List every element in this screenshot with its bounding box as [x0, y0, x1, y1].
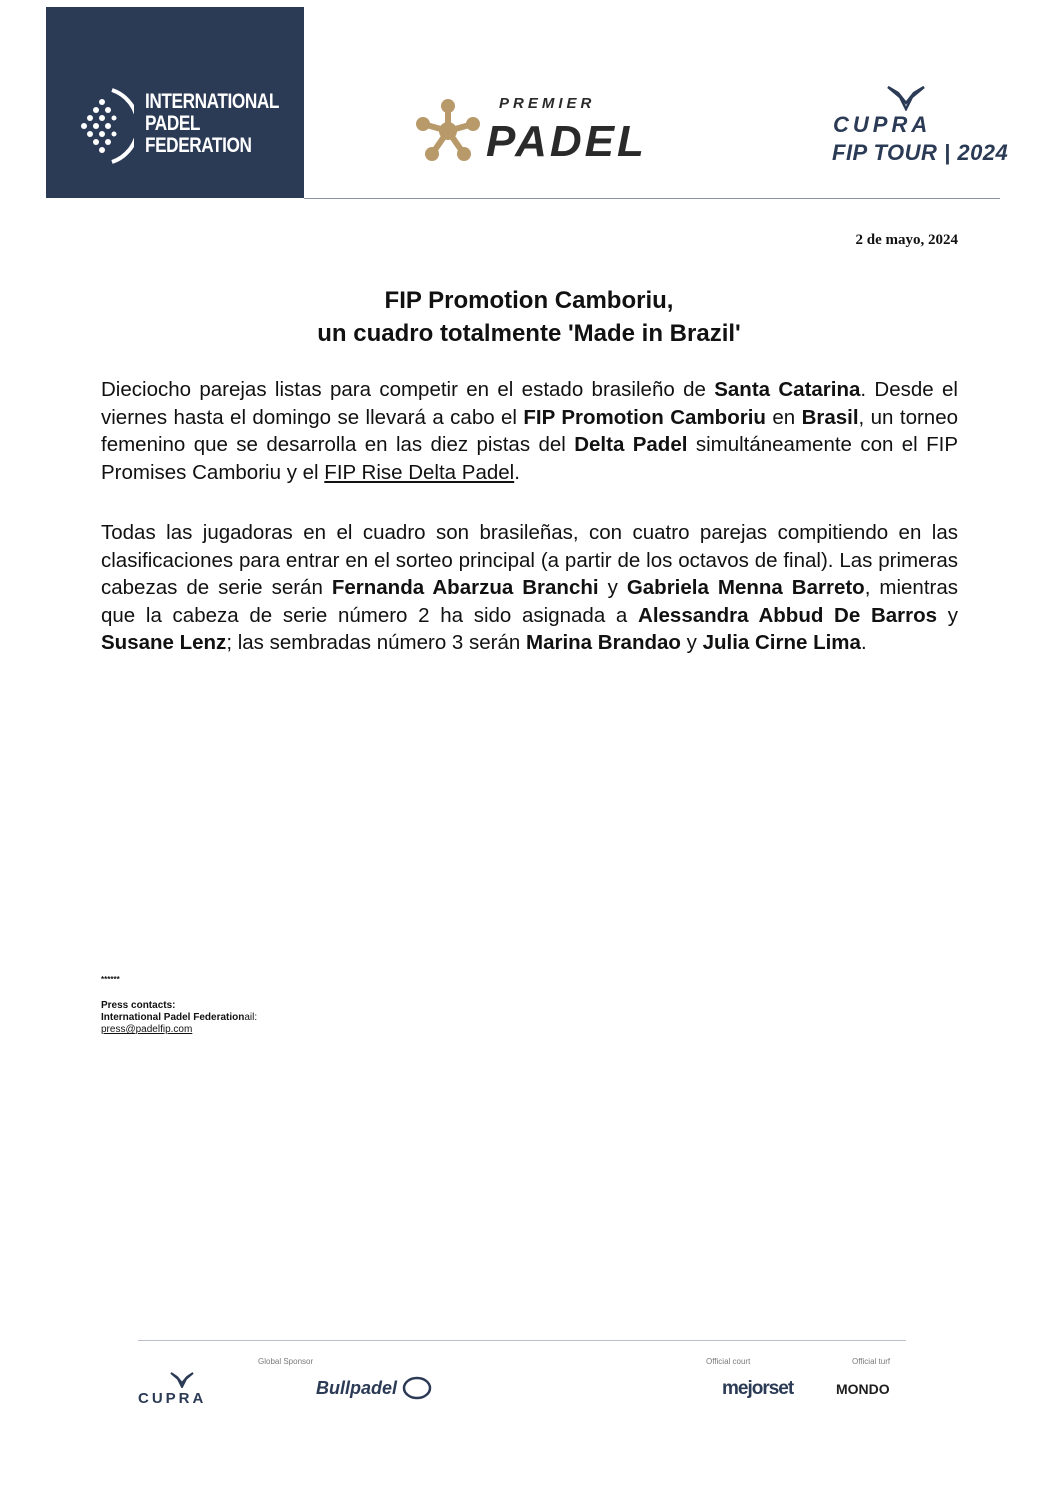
press-contacts-label: Press contacts:	[101, 1000, 176, 1011]
press-email-link[interactable]: press@padelfip.com	[101, 1024, 193, 1035]
footer-divider	[138, 1340, 906, 1341]
footer-mondo-logo: MONDO	[836, 1381, 890, 1397]
footer-cupra-logo: CUPRA	[138, 1390, 207, 1407]
fip-logo-text: INTERNATIONAL PADEL FEDERATION	[145, 90, 280, 157]
official-turf-label: Official turf	[852, 1357, 891, 1366]
separator: ******	[101, 975, 120, 984]
paragraph-2: Todas las jugadoras en el cuadro son brasileñas, con cuatro parejas compitiendo en las clasificaciones para entrar en el sorteo principal (a partir de los octavos de final). Las primeras cabezas de serie serán Fernanda Abarzua Branchi y Gabriela Menna Barreto, mientras que la cabeza de serie número 2 ha sido asignada a Alessandra Abbud De Barros y Susane Lenz; las sembradas número 3 serán Marina Brandao y Julia Cirne Lima.	[101, 521, 959, 654]
paragraph-1: Dieciocho parejas listas para competir en el estado brasileño de Santa Catarina. Desde el viernes hasta el domingo se llevará a cabo el FIP Promotion Camboriu en Brasil, un torneo femenino que se desarrolla en las diez pistas del Delta Padel simultáneamente con el FIP Promises Camboriu y el FIP Rise Delta Padel.	[101, 378, 958, 484]
cupra-emblem-icon	[886, 85, 926, 111]
cupra-label: CUPRA	[833, 112, 932, 137]
official-court-label: Official court	[706, 1357, 751, 1366]
fip-ball-icon	[74, 86, 134, 166]
title-line-1: FIP Promotion Camboriu,	[384, 287, 674, 314]
footer-cupra-emblem-icon	[170, 1372, 194, 1388]
footer-bullpadel-logo: Bullpadel	[316, 1378, 398, 1398]
fip-tour-label: FIP TOUR | 2024	[832, 140, 1009, 165]
bullpadel-emblem-icon	[402, 1376, 432, 1400]
press-organization: International Padel Federationail:	[101, 1012, 258, 1023]
document-date: 2 de mayo, 2024	[855, 232, 958, 248]
footer-mejorset-logo: mejorset	[722, 1378, 794, 1399]
title-line-2: un cuadro totalmente 'Made in Brazil'	[317, 320, 741, 347]
fip-rise-link[interactable]: FIP Rise Delta Padel	[324, 460, 515, 484]
header-divider	[304, 198, 1000, 199]
premier-label: PREMIER	[499, 95, 596, 112]
global-sponsor-label: Global Sponsor	[258, 1357, 314, 1366]
premier-padel-star-icon	[413, 98, 483, 164]
padel-label: PADEL	[486, 117, 647, 166]
document-title	[100, 284, 958, 350]
